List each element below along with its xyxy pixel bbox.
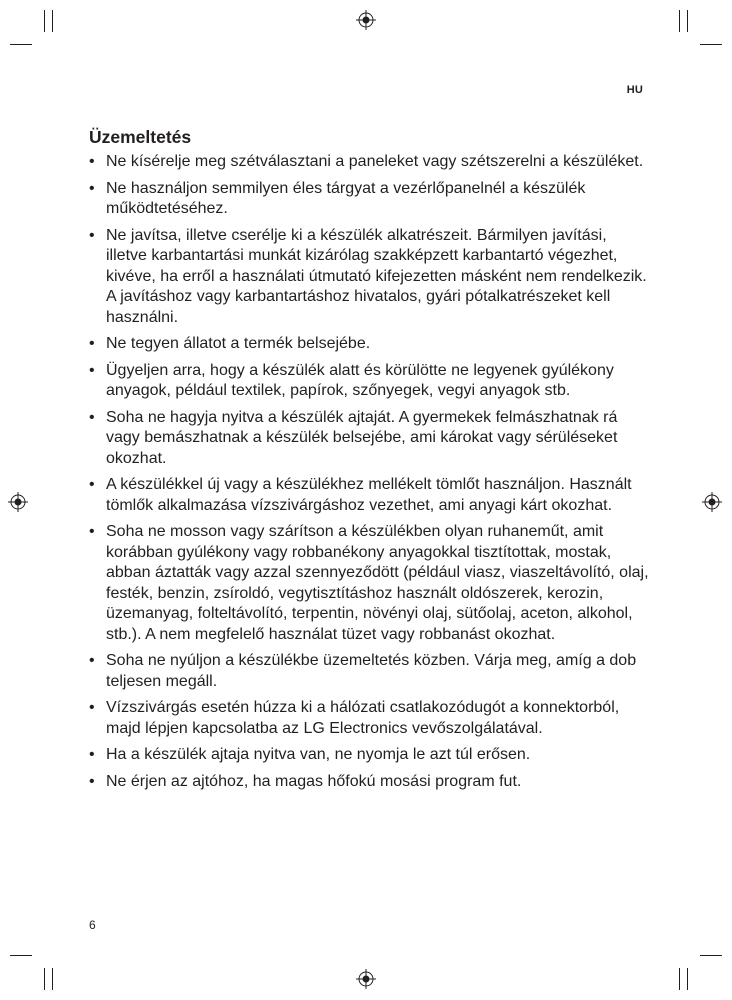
bullet: • (89, 699, 95, 716)
list-item (89, 772, 649, 793)
section-title: Üzemeltetés (89, 127, 192, 147)
list-item (89, 179, 649, 220)
bullet: • (89, 153, 95, 170)
crop-mark (687, 10, 688, 32)
language-code: HU (626, 84, 643, 96)
list-item-text: Ne használjon semmilyen éles tárgyat a vezérlőpanelnél a készülék működtetéséhez. (106, 179, 586, 217)
list-item (89, 152, 649, 173)
list-item (89, 408, 649, 470)
bullet: • (89, 361, 95, 379)
bullet: • (89, 226, 95, 244)
bullet: • (89, 476, 95, 493)
bullet: • (89, 523, 95, 540)
list-item-text: Soha ne nyúljon a készülékbe üzemeltetés közben. Várja meg, amíg a dob teljesen megáll. (106, 652, 637, 690)
list-item (89, 651, 649, 692)
crop-mark (700, 955, 722, 956)
crop-mark (44, 10, 45, 32)
bullet: • (89, 335, 95, 352)
list-item (89, 475, 649, 516)
list-item-text: A készülékkel új vagy a készülékhez mellékelt tömlőt használjon. Használt tömlők alkalmazása vízszivárgáshoz vezethet, ami anyagi kárt okozhat. (106, 476, 632, 514)
crop-mark (700, 44, 722, 45)
crop-mark (52, 968, 53, 990)
crop-mark (44, 968, 45, 990)
bullet: • (89, 179, 95, 197)
registration-mark-icon (356, 969, 376, 989)
crop-mark (10, 44, 32, 45)
bullet: • (89, 772, 95, 790)
list-item-text: Soha ne mosson vagy szárítson a készülékben olyan ruhaneműt, amit korábban gyúlékony vagy robbanékony anyagokkal tisztítottak, mostak, abban áztatták vagy azzal szennyeződött (például viasz, viaszeltávolító, olaj, festék, benzin, zsíroldó, vegytisztításhoz használt oldószerek, kerozin, üzemanyag, folteltávolító, terpentin, növényi olaj, sütőolaj, aceton, alkohol, stb.). A nem megfelelő használat tüzet vagy robbanást okozhat. (106, 523, 649, 643)
list-item-text: Vízszivárgás esetén húzza ki a hálózati csatlakozódugót a konnektorból, majd lépjen kapcsolatba az LG Electronics vevőszolgálatával. (106, 699, 620, 737)
list-item-text: Soha ne hagyja nyitva a készülék ajtaját. A gyermekek felmászhatnak rá vagy bemászhatnak a készülék belsejébe, ami károkat vagy sérüléseket okozhat. (106, 408, 618, 467)
bullet: • (89, 746, 95, 763)
list-item (89, 361, 649, 402)
crop-mark (10, 955, 32, 956)
crop-mark (52, 10, 53, 32)
list-item (89, 522, 649, 645)
list-item (89, 226, 649, 329)
list-item-text: Ne javítsa, illetve cserélje ki a készülék alkatrészeit. Bármilyen javítási, illetve karbantartási munkát kizárólag szakképzett karbantartó végezhet, kivéve, ha erről a használati útmutató kifejezetten másként nem rendelkezik. A javításhoz vagy karbantartáshoz hivatalos, gyári pótalkatrészeket kell használni. (106, 226, 647, 326)
instruction-list (89, 152, 649, 798)
registration-mark-icon (8, 492, 28, 512)
list-item-text: Ne kísérelje meg szétválasztani a paneleket vagy szétszerelni a készüléket. (106, 153, 644, 170)
list-item (89, 334, 649, 355)
list-item (89, 698, 649, 739)
list-item (89, 745, 649, 766)
crop-mark (679, 968, 680, 990)
registration-mark-icon (356, 10, 376, 30)
crop-mark (687, 968, 688, 990)
crop-mark (679, 10, 680, 32)
list-item-text: Ha a készülék ajtaja nyitva van, ne nyomja le azt túl erősen. (106, 746, 531, 763)
list-item-text: Ne érjen az ajtóhoz, ha magas hőfokú mosási program fut. (106, 772, 522, 790)
registration-mark-icon (702, 492, 722, 512)
bullet: • (89, 652, 95, 669)
list-item-text: Ne tegyen állatot a termék belsejébe. (106, 335, 371, 352)
list-item-text: Ügyeljen arra, hogy a készülék alatt és körülötte ne legyenek gyúlékony anyagok, például textilek, papírok, szőnyegek, vegyi anyagok stb. (106, 361, 614, 399)
bullet: • (89, 408, 95, 426)
page-number: 6 (89, 918, 96, 932)
